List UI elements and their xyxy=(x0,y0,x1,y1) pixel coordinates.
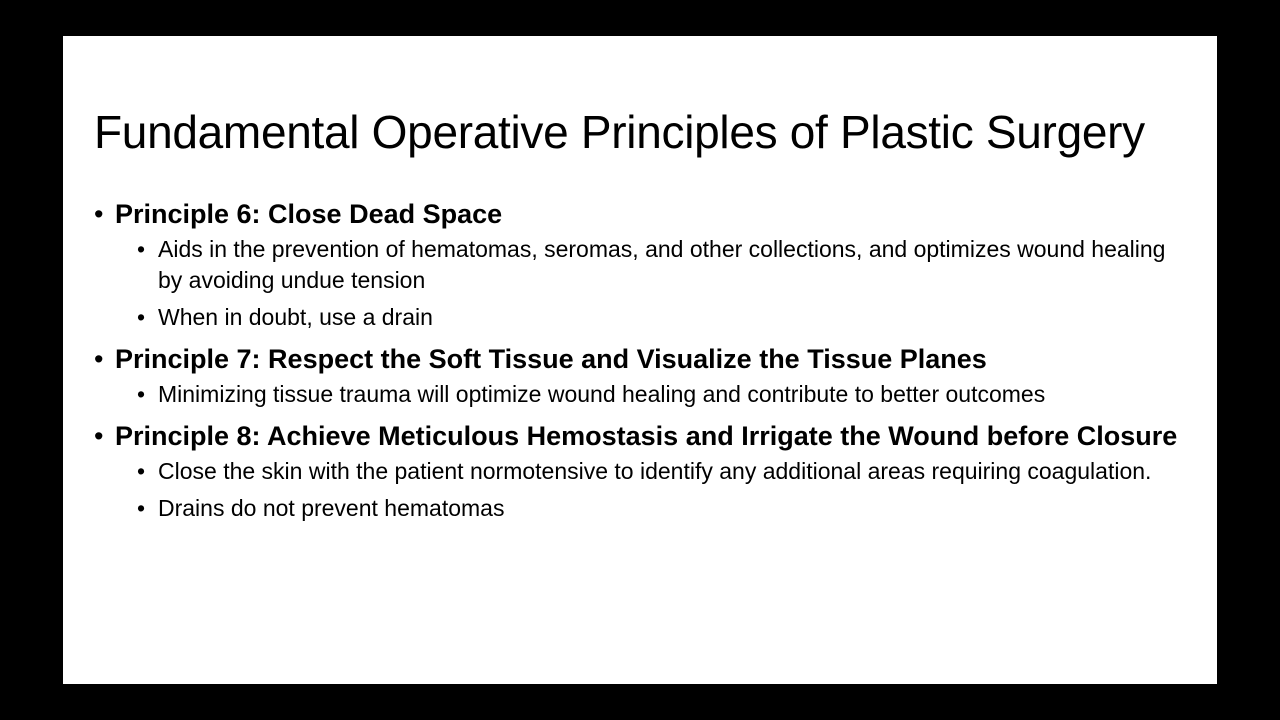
principle-heading-text: Principle 7: Respect the Soft Tissue and Visualize the Tissue Planes xyxy=(115,344,987,374)
principle-heading xyxy=(94,418,1194,454)
sub-point xyxy=(94,234,1194,296)
sub-point-text: When in doubt, use a drain xyxy=(158,304,433,330)
sub-point xyxy=(94,456,1194,487)
bullet-icon: • xyxy=(137,381,146,407)
principle-7 xyxy=(94,341,1194,410)
sub-point-text: Minimizing tissue trauma will optimize wound healing and contribute to better outcomes xyxy=(158,381,1046,407)
sub-point-text: Aids in the prevention of hematomas, seromas, and other collections, and optimizes wound healing by avoiding undue tension xyxy=(158,236,1166,293)
bullet-icon: • xyxy=(94,344,104,374)
sub-point xyxy=(94,302,1194,333)
bullet-icon: • xyxy=(137,458,146,484)
sub-point xyxy=(94,493,1194,524)
principle-8 xyxy=(94,418,1194,524)
slide-content xyxy=(94,196,1194,532)
bullet-icon: • xyxy=(137,236,146,262)
bullet-icon: • xyxy=(94,199,104,229)
principle-heading xyxy=(94,196,1194,232)
sub-point-text: Close the skin with the patient normotensive to identify any additional areas requiring coagulation. xyxy=(158,458,1152,484)
sub-point-list xyxy=(94,379,1194,410)
sub-point-text: Drains do not prevent hematomas xyxy=(158,495,505,521)
principle-6 xyxy=(94,196,1194,333)
sub-point-list xyxy=(94,234,1194,333)
sub-point-list xyxy=(94,456,1194,524)
principle-heading-text: Principle 6: Close Dead Space xyxy=(115,199,503,229)
principle-heading xyxy=(94,341,1194,377)
slide xyxy=(63,36,1217,684)
bullet-icon: • xyxy=(137,304,146,330)
principle-heading-text: Principle 8: Achieve Meticulous Hemostasis and Irrigate the Wound before Closure xyxy=(115,421,1178,451)
bullet-icon: • xyxy=(94,421,104,451)
bullet-icon: • xyxy=(137,495,146,521)
slide-title: Fundamental Operative Principles of Plastic Surgery xyxy=(94,106,1145,158)
sub-point xyxy=(94,379,1194,410)
